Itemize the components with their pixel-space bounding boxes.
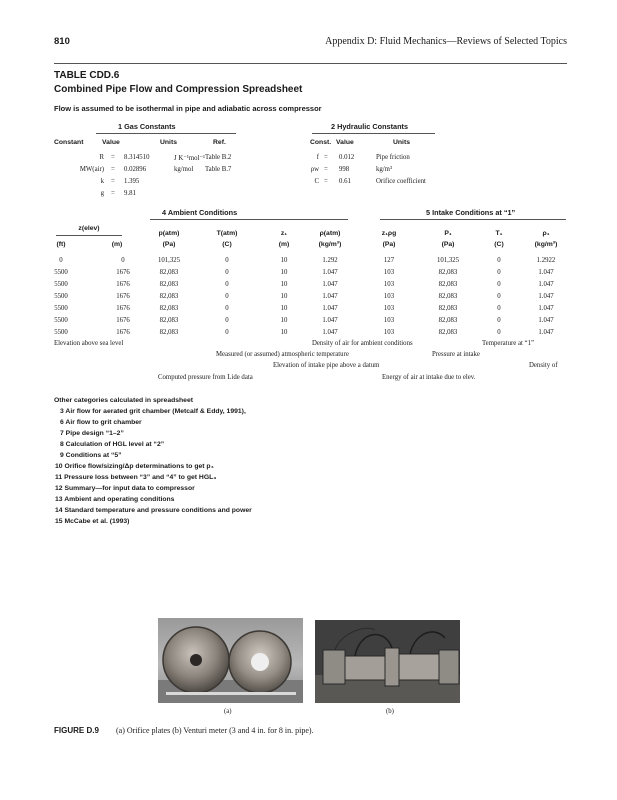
table-cell: 82,083 — [159, 269, 179, 276]
other-category-item: 14 Standard temperature and pressure conditions and power — [55, 507, 252, 514]
gas-const-name: g — [100, 190, 104, 197]
hyd-const-name: C — [314, 178, 319, 185]
gas-const-name: R — [99, 154, 104, 161]
table-cell: 10 — [280, 269, 288, 276]
hyd-const-units: kg/m³ — [376, 166, 393, 173]
other-category-item: 10 Orifice flow/sizing/Δp determinations to get p₄ — [55, 463, 214, 470]
orifice-plates-photo — [158, 618, 303, 703]
gas-const-name: k — [100, 178, 104, 185]
figure-label-a: (a) — [224, 708, 232, 715]
table-cell: 1.292 — [322, 257, 338, 264]
column-header: z₁ — [280, 230, 288, 237]
hyd-const-value: 998 — [339, 166, 350, 173]
gas-const-units: kg/mol — [174, 166, 194, 173]
other-category-item: 7 Pipe design “1–2” — [60, 430, 124, 437]
table-cell: 5500 — [54, 269, 68, 276]
column-units: (kg/m³) — [534, 241, 558, 248]
ambient-conditions-heading: 4 Ambient Conditions — [162, 208, 238, 217]
other-categories-heading: Other categories calculated in spreadsheet — [54, 397, 194, 404]
table-cell: 5500 — [54, 281, 68, 288]
column-header: z₁ρg — [381, 230, 397, 237]
gas-const-units: J K⁻¹mol⁻¹ — [174, 155, 206, 162]
hyd-const-value: 0.61 — [339, 178, 351, 185]
hyd-const-name: ρw — [310, 166, 319, 173]
other-category-item: 9 Conditions at “5” — [60, 452, 122, 459]
table-cell: 0 — [497, 257, 501, 264]
gas-const-eq: = — [111, 178, 115, 185]
z-elev-header: z(elev) — [78, 225, 100, 232]
column-units: (m) — [278, 241, 290, 248]
table-cell: 103 — [383, 317, 395, 324]
gas-col-units: Units — [160, 139, 177, 146]
table-cell: 0 — [225, 317, 229, 324]
table-cell: 103 — [383, 281, 395, 288]
hyd-col-const: Const. — [310, 139, 332, 146]
note-elevation-intake: Elevation of intake pipe above a datum — [273, 362, 380, 369]
hyd-const-eq: = — [324, 166, 328, 173]
other-category-item: 3 Air flow for aerated grit chamber (Metcalf & Eddy, 1991), — [60, 408, 246, 415]
table-cell: 1.047 — [538, 293, 554, 300]
other-category-item: 8 Calculation of HGL level at “2” — [60, 441, 165, 448]
table-cell: 1676 — [116, 281, 130, 288]
table-cell: 82,083 — [438, 305, 458, 312]
table-cell: 0 — [497, 317, 501, 324]
gas-col-constant: Constant — [54, 139, 84, 146]
table-cell: 10 — [280, 317, 288, 324]
gas-const-value: 8.314510 — [124, 154, 150, 161]
gas-const-eq: = — [111, 154, 115, 161]
figure-caption-label: FIGURE D.9 — [54, 726, 99, 735]
table-cell: 82,083 — [438, 281, 458, 288]
table-cell: 1676 — [116, 329, 130, 336]
hyd-const-eq: = — [324, 154, 328, 161]
table-cell: 1676 — [116, 293, 130, 300]
column-header: P₁ — [444, 230, 452, 237]
table-label: TABLE CDD.6 — [54, 70, 120, 81]
table-cell: 1676 — [116, 305, 130, 312]
table-cell: 1676 — [116, 317, 130, 324]
gas-col-ref: Ref. — [213, 139, 226, 146]
table-cell: 103 — [383, 269, 395, 276]
gas-const-value: 0.02896 — [124, 166, 147, 173]
column-header: T₁ — [495, 230, 503, 237]
column-units: (m) — [111, 241, 123, 248]
table-cell: 0 — [497, 329, 501, 336]
gas-const-value: 9.81 — [124, 190, 136, 197]
table-cell: 5500 — [54, 293, 68, 300]
table-cell: 82,083 — [159, 317, 179, 324]
gas-constants-heading: 1 Gas Constants — [118, 122, 176, 131]
table-cell: 1676 — [116, 269, 130, 276]
table-cell: 0 — [225, 329, 229, 336]
ambient-heading-rule — [150, 219, 348, 220]
table-cell: 1.047 — [538, 317, 554, 324]
table-cell: 82,083 — [159, 329, 179, 336]
gas-const-ref: Table B.7 — [205, 166, 232, 173]
table-cell: 0 — [225, 305, 229, 312]
other-category-item: 6 Air flow to grit chamber — [60, 419, 142, 426]
table-cell: 1.047 — [538, 269, 554, 276]
table-cell: 0 — [225, 281, 229, 288]
other-category-item: 15 McCabe et al. (1993) — [55, 518, 130, 525]
table-cell: 1.047 — [322, 317, 338, 324]
table-cell: 10 — [280, 257, 288, 264]
table-cell: 0 — [225, 293, 229, 300]
table-cell: 1.047 — [538, 329, 554, 336]
table-cell: 103 — [383, 293, 395, 300]
note-elevation: Elevation above sea level — [54, 340, 124, 347]
table-cell: 82,083 — [159, 281, 179, 288]
table-cell: 5500 — [54, 317, 68, 324]
table-cell: 1.047 — [322, 281, 338, 288]
z-elev-rule — [56, 235, 122, 236]
table-cell: 1.047 — [322, 269, 338, 276]
table-cell: 1.047 — [538, 281, 554, 288]
table-cell: 101,325 — [157, 257, 181, 264]
gas-const-ref: Table B.2 — [205, 154, 232, 161]
venturi-meter-photo — [315, 620, 460, 703]
column-units: (Pa) — [441, 241, 455, 248]
gas-col-value: Value — [102, 139, 120, 146]
table-cell: 82,083 — [159, 293, 179, 300]
table-cell: 10 — [280, 305, 288, 312]
column-units: (kg/m³) — [318, 241, 342, 248]
gas-heading-rule — [96, 133, 236, 134]
intake-heading-rule — [380, 219, 566, 220]
table-cell: 10 — [280, 329, 288, 336]
hyd-const-units: Orifice coefficient — [376, 178, 426, 185]
column-units: (C) — [494, 241, 504, 248]
table-subtitle: Flow is assumed to be isothermal in pipe and adiabatic across compressor — [54, 104, 322, 113]
other-category-item: 13 Ambient and operating conditions — [55, 496, 175, 503]
running-title: Appendix D: Fluid Mechanics—Reviews of Selected Topics — [325, 36, 567, 47]
hyd-const-value: 0.012 — [339, 154, 355, 161]
note-temp-intake: Temperature at “1” — [482, 340, 534, 347]
figure-label-b: (b) — [386, 708, 394, 715]
table-cell: 0 — [121, 257, 125, 264]
table-cell: 10 — [280, 281, 288, 288]
note-density-of: Density of — [529, 362, 558, 369]
table-cell: 82,083 — [438, 329, 458, 336]
table-cell: 10 — [280, 293, 288, 300]
column-units: (ft) — [56, 241, 66, 248]
table-cell: 1.047 — [538, 305, 554, 312]
table-cell: 0 — [497, 305, 501, 312]
gas-const-value: 1.395 — [124, 178, 140, 185]
table-cell: 101,325 — [436, 257, 460, 264]
page-number: 810 — [54, 36, 70, 47]
table-cell: 82,083 — [438, 317, 458, 324]
column-units: (Pa) — [382, 241, 396, 248]
table-cell: 0 — [59, 257, 63, 264]
hyd-const-units: Pipe friction — [376, 154, 410, 161]
hydraulic-heading-rule — [312, 133, 435, 134]
table-cell: 0 — [497, 293, 501, 300]
column-header: p(atm) — [158, 230, 180, 237]
table-cell: 0 — [497, 269, 501, 276]
orifice-plates-image — [158, 618, 303, 703]
hydraulic-constants-heading: 2 Hydraulic Constants — [331, 122, 409, 131]
note-density-ambient: Density of air for ambient conditions — [312, 340, 413, 347]
table-cell: 82,083 — [438, 269, 458, 276]
other-category-item: 12 Summary—for input data to compressor — [55, 485, 195, 492]
note-computed-pressure: Computed pressure from Lide data — [158, 374, 253, 381]
table-title: Combined Pipe Flow and Compression Spreadsheet — [54, 84, 303, 95]
column-header: ρ(atm) — [319, 230, 341, 237]
figure-caption-text: (a) Orifice plates (b) Venturi meter (3 and 4 in. for 8 in. pipe). — [116, 726, 314, 735]
note-measured-temp: Measured (or assumed) atmospheric temperature — [216, 351, 349, 358]
note-pressure-intake: Pressure at intake — [432, 351, 480, 358]
venturi-meter-image — [315, 620, 460, 703]
note-energy: Energy of air at intake due to elev. — [382, 374, 476, 381]
table-cell: 5500 — [54, 329, 68, 336]
hyd-col-value: Value — [336, 139, 354, 146]
header-rule — [54, 63, 567, 64]
other-category-item: 11 Pressure loss between “3” and “4” to get HGL₃ — [55, 474, 217, 481]
table-cell: 1.047 — [322, 305, 338, 312]
column-units: (Pa) — [162, 241, 176, 248]
table-cell: 0 — [225, 257, 229, 264]
table-cell: 0 — [497, 281, 501, 288]
table-cell: 1.047 — [322, 293, 338, 300]
column-header: T(atm) — [216, 230, 238, 237]
table-cell: 5500 — [54, 305, 68, 312]
table-cell: 103 — [383, 329, 395, 336]
gas-const-eq: = — [111, 190, 115, 197]
hyd-const-eq: = — [324, 178, 328, 185]
column-header: ρ₁ — [542, 230, 550, 237]
hyd-const-name: f — [316, 154, 319, 161]
table-cell: 127 — [383, 257, 395, 264]
table-cell: 1.2922 — [536, 257, 556, 264]
intake-conditions-heading: 5 Intake Conditions at “1” — [426, 208, 516, 217]
table-cell: 82,083 — [159, 305, 179, 312]
table-cell: 103 — [383, 305, 395, 312]
gas-const-name: MW(air) — [79, 166, 104, 173]
table-cell: 82,083 — [438, 293, 458, 300]
table-cell: 1.047 — [322, 329, 338, 336]
table-cell: 0 — [225, 269, 229, 276]
gas-const-eq: = — [111, 166, 115, 173]
column-units: (C) — [222, 241, 232, 248]
hyd-col-units: Units — [393, 139, 410, 146]
